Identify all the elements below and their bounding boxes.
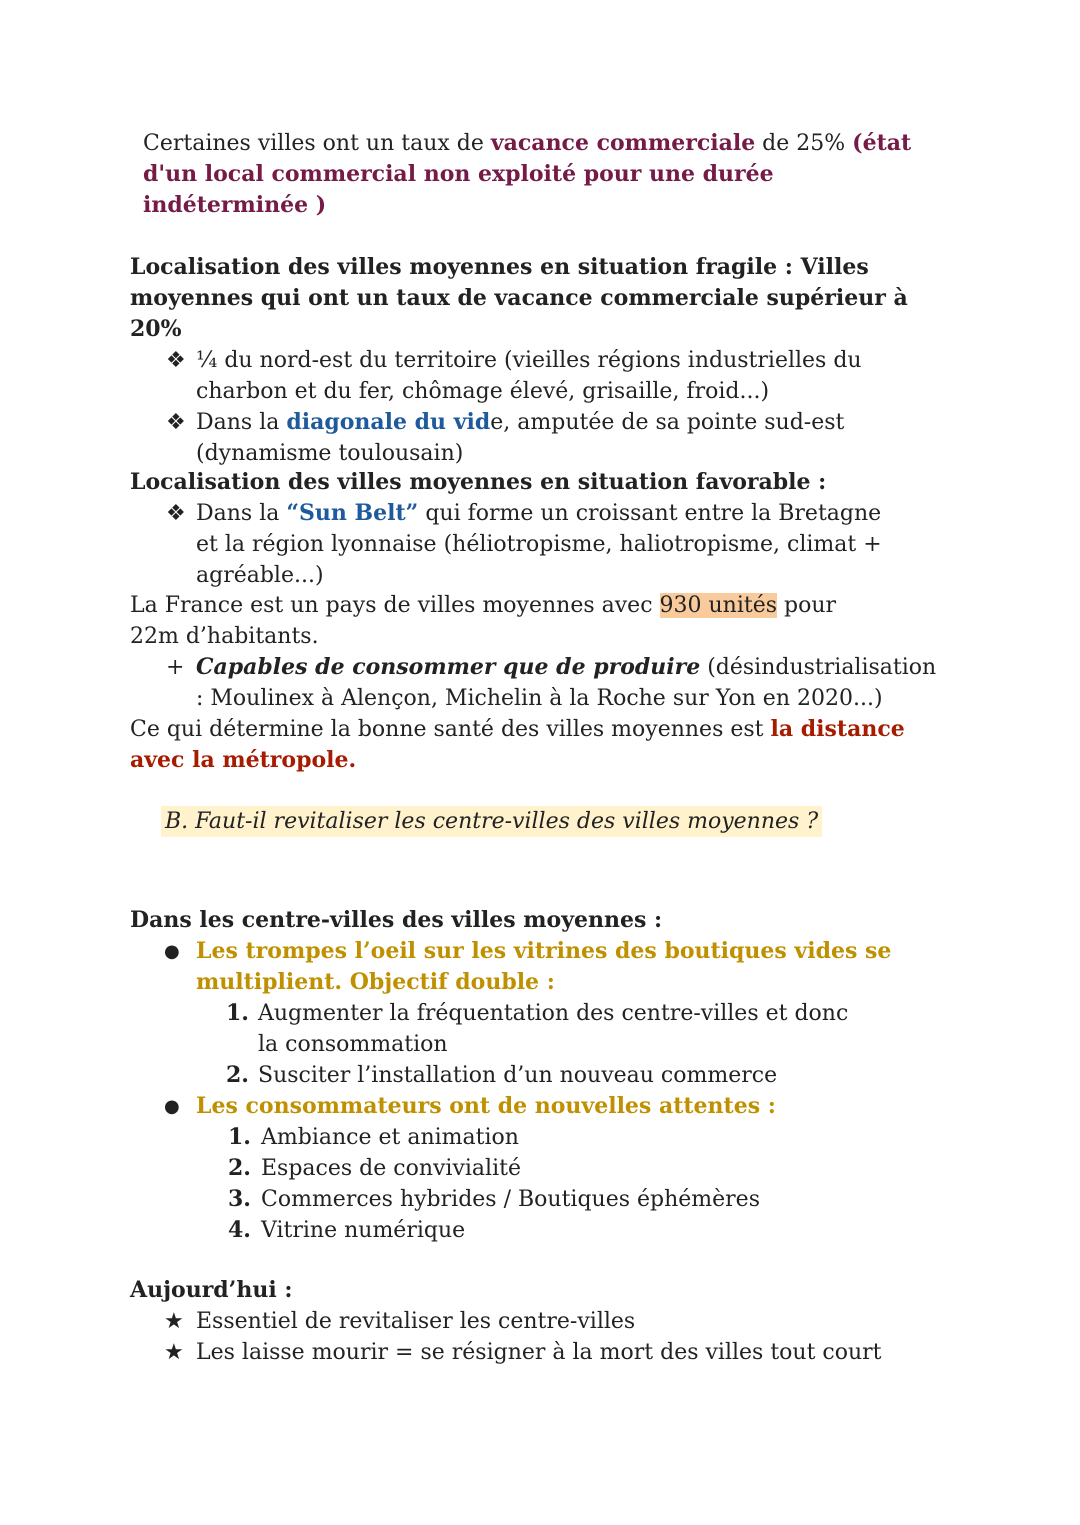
france-text-pre: La France est un pays de villes moyennes avec — [130, 593, 660, 618]
fragile-item-2-pre: Dans la — [196, 410, 287, 435]
list-number: 1. — [226, 1000, 249, 1026]
list-number: 4. — [228, 1217, 251, 1243]
list-number: 1. — [228, 1124, 251, 1150]
b2-list-item-text: Espaces de convivialité — [261, 1156, 521, 1181]
b1-list-item — [130, 998, 960, 1060]
france-section — [130, 590, 950, 776]
fragile-item-1 — [130, 345, 960, 407]
intro-definition: (état d'un local commercial non exploité pour une durée indéterminée ) — [143, 130, 912, 218]
favorable-item-1-post: qui forme un croissant entre la Bretagne et la région lyonnaise (héliotropisme, haliotropisme, climat + agréable...) — [196, 501, 882, 588]
intro-text-mid: de 25% — [755, 131, 853, 156]
dot-bullet-icon: ● — [164, 1096, 180, 1117]
centres-bullet-2-text: Les consommateurs ont de nouvelles attentes : — [196, 1093, 776, 1119]
section-b — [161, 806, 822, 837]
b2-list-item — [130, 1184, 960, 1215]
health-text-pre: Ce qui détermine la bonne santé des villes moyennes est — [130, 717, 771, 742]
fragile-item-2-post: e, amputée de sa pointe sud-est (dynamisme toulousain) — [196, 410, 845, 466]
fragile-heading: Localisation des villes moyennes en situation fragile : Villes moyennes qui ont un taux de vacance commerciale supérieur à 20% — [130, 254, 908, 342]
b1-list-item-text: Susciter l’installation d’un nouveau commerce — [258, 1063, 778, 1088]
sun-belt-term: “Sun Belt” — [286, 500, 419, 526]
today-item — [130, 1337, 960, 1368]
centres-section — [130, 905, 960, 1246]
diamond-bullet-icon: ❖ — [166, 348, 186, 373]
centres-heading: Dans les centre-villes des villes moyennes : — [130, 907, 663, 933]
list-number: 2. — [226, 1062, 249, 1088]
plus-item-bold: Capables de consommer que de produire — [196, 654, 701, 680]
intro-paragraph — [143, 128, 943, 221]
fragile-item-1-text: ¼ du nord-est du territoire (vieilles régions industrielles du charbon et du fer, chômage élevé, grisaille, froid...) — [196, 348, 862, 404]
diagonale-du-vide-term: diagonale du vid — [286, 409, 491, 435]
plus-bullet-icon: + — [166, 655, 185, 680]
today-section — [130, 1275, 960, 1368]
favorable-section — [130, 467, 960, 591]
b1-list-item-text: Augmenter la fréquentation des centre-villes et donc la consommation — [258, 1001, 849, 1057]
b2-list-item-text: Vitrine numérique — [261, 1218, 466, 1243]
930-unites-highlight: 930 unités — [659, 593, 778, 618]
star-bullet-icon: ★ — [164, 1309, 184, 1334]
centres-bullet-1-text: Les trompes l’oeil sur les vitrines des boutiques vides se multiplient. Objectif double : — [196, 938, 892, 995]
fragile-item-2 — [130, 407, 960, 469]
b1-list-item — [130, 1060, 960, 1091]
star-bullet-icon: ★ — [164, 1340, 184, 1365]
list-number: 2. — [228, 1155, 251, 1181]
distance-metropole-term: la distance avec la métropole. — [130, 716, 905, 773]
today-item — [130, 1306, 960, 1337]
favorable-item-1 — [130, 498, 960, 591]
favorable-item-1-pre: Dans la — [196, 501, 287, 526]
diamond-bullet-icon: ❖ — [166, 501, 186, 526]
fragile-section — [130, 252, 960, 469]
b2-list-item — [130, 1153, 960, 1184]
plus-item-rest: (désindustrialisation : Moulinex à Alençon, Michelin à la Roche sur Yon en 2020...) — [196, 655, 937, 711]
france-text-post: pour 22m d’habitants. — [130, 593, 837, 649]
favorable-heading: Localisation des villes moyennes en situation favorable : — [130, 469, 827, 495]
b2-list-item-text: Commerces hybrides / Boutiques éphémères — [261, 1187, 760, 1212]
centres-bullet-2 — [130, 1091, 960, 1122]
list-number: 3. — [228, 1186, 251, 1212]
b2-list-item — [130, 1122, 960, 1153]
today-item-text: Les laisse mourir = se résigner à la mort des villes tout court — [196, 1340, 882, 1365]
section-b-title: B. Faut-il revitaliser les centre-villes des villes moyennes ? — [161, 806, 822, 837]
france-plus-item — [130, 652, 950, 714]
intro-term-vacance: vacance commerciale — [490, 130, 756, 156]
today-heading: Aujourd’hui : — [130, 1277, 293, 1303]
today-item-text: Essentiel de revitaliser les centre-villes — [196, 1309, 636, 1334]
b2-list-item-text: Ambiance et animation — [261, 1125, 519, 1150]
intro-text-pre: Certaines villes ont un taux de — [143, 131, 491, 156]
dot-bullet-icon: ● — [164, 941, 180, 962]
b2-list-item — [130, 1215, 960, 1246]
centres-bullet-1 — [130, 936, 960, 998]
diamond-bullet-icon: ❖ — [166, 410, 186, 435]
